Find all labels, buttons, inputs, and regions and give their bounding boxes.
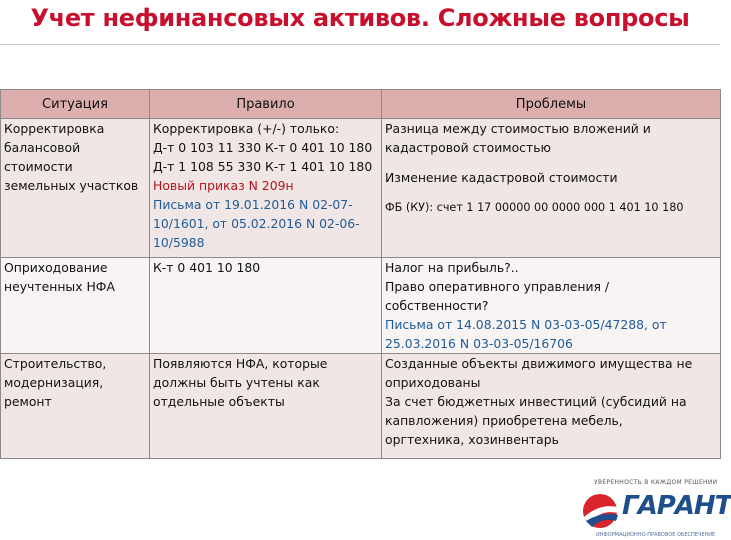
problem-line: оргтехника, хозинвентарь	[385, 432, 559, 447]
situation-cell	[1, 354, 150, 459]
table-row	[1, 354, 721, 459]
situation-line: Корректировка	[4, 121, 105, 136]
header-problems: Проблемы	[382, 90, 721, 119]
issues-table	[0, 89, 721, 459]
situation-line: стоимости	[4, 159, 73, 174]
rule-line: отдельные объекты	[153, 394, 285, 409]
rule-line: Д-т 0 103 11 330 К-т 0 401 10 180	[153, 140, 373, 155]
situation-cell	[1, 258, 150, 354]
table-header-row	[1, 90, 721, 119]
situation-line: Оприходование	[4, 260, 108, 275]
situation-line: неучтенных НФА	[4, 279, 115, 294]
situation-line: ремонт	[4, 394, 52, 409]
problem-line: собственности?	[385, 298, 489, 313]
problems-cell	[382, 258, 721, 354]
rule-cell	[150, 354, 382, 459]
rule-line: Корректировка (+/-) только:	[153, 121, 340, 136]
garant-logo	[574, 476, 731, 540]
rule-cell	[150, 119, 382, 258]
logo-tagline: ИНФОРМАЦИОННО-ПРАВОВОЕ ОБЕСПЕЧЕНИЕ	[596, 532, 716, 538]
letters-reference: 25.03.2016 N 03-03-05/16706	[385, 336, 573, 351]
new-order-text: Новый приказ N 209н	[153, 178, 294, 193]
problem-line: Созданные объекты движимого имущества не	[385, 356, 693, 371]
problems-cell	[382, 119, 721, 258]
letters-reference: 10/5988	[153, 235, 205, 250]
problem-line: Изменение кадастровой стоимости	[385, 170, 618, 185]
letters-reference: 10/1601, от 05.02.2016 N 02-06-	[153, 216, 360, 231]
problems-cell	[382, 354, 721, 459]
problem-line: кадастровой стоимостью	[385, 140, 551, 155]
problem-line: ФБ (КУ): счет 1 17 00000 00 0000 000 1 401 10 180	[385, 201, 684, 214]
table-row	[1, 258, 721, 354]
logo-slogan: УВЕРЕННОСТЬ В КАЖДОМ РЕШЕНИИ	[594, 479, 718, 486]
problem-line: оприходованы	[385, 375, 481, 390]
situation-line: модернизация,	[4, 375, 104, 390]
rule-line: Д-т 1 108 55 330 К-т 1 401 10 180	[153, 159, 373, 174]
situation-cell	[1, 119, 150, 258]
title-divider	[0, 44, 720, 45]
rule-line: должны быть учтены как	[153, 375, 320, 390]
situation-line: Строительство,	[4, 356, 107, 371]
logo-wordmark: ГАРАНТ	[622, 491, 731, 521]
problem-line: Налог на прибыль?..	[385, 260, 519, 275]
header-rule: Правило	[150, 90, 382, 119]
letters-reference: Письма от 14.08.2015 N 03-03-05/47288, от	[385, 317, 667, 332]
situation-line: земельных участков	[4, 178, 139, 193]
problem-line: капвложения) приобретена мебель,	[385, 413, 623, 428]
problem-line: Разница между стоимостью вложений и	[385, 121, 651, 136]
situation-line: балансовой	[4, 140, 81, 155]
problem-line: Право оперативного управления /	[385, 279, 610, 294]
rule-line: Появляются НФА, которые	[153, 356, 328, 371]
table-row	[1, 119, 721, 258]
slide-title: Учет нефинансовых активов. Сложные вопросы	[30, 4, 690, 32]
letters-reference: Письма от 19.01.2016 N 02-07-	[153, 197, 353, 212]
garant-emblem-icon	[580, 491, 620, 531]
rule-cell	[150, 258, 382, 354]
header-situation: Ситуация	[1, 90, 150, 119]
rule-line: К-т 0 401 10 180	[153, 260, 261, 275]
problem-line: За счет бюджетных инвестиций (субсидий на	[385, 394, 687, 409]
